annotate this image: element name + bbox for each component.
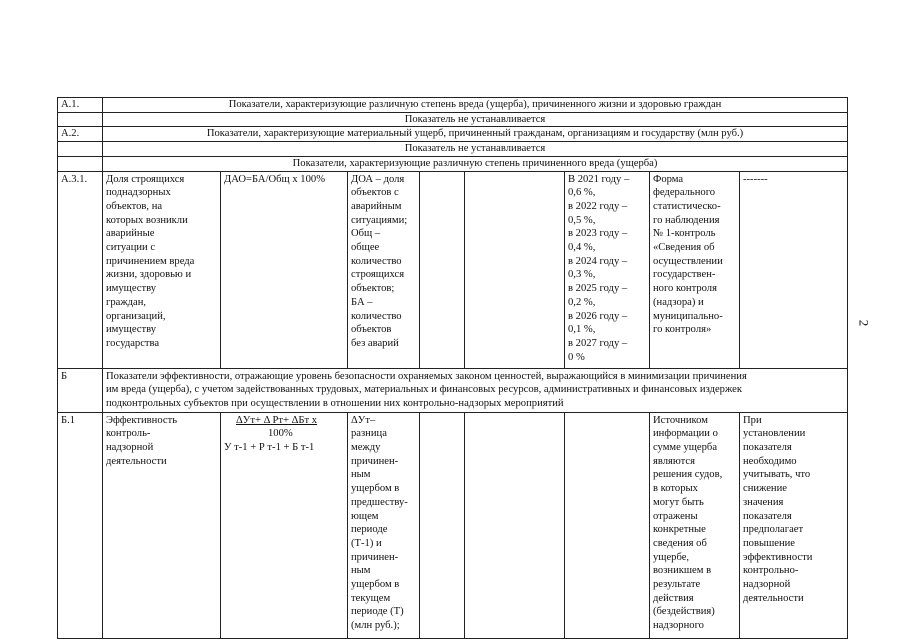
text-line: 0,2 %,	[568, 296, 596, 308]
text-line: имуществу	[106, 283, 157, 295]
text-line: информации о	[653, 428, 718, 440]
data-source	[650, 171, 740, 368]
text-line: поднадзорных	[106, 187, 171, 199]
text-line: аварийным	[351, 200, 402, 212]
row-a1	[58, 98, 848, 113]
text-line: подконтрольных субъектов при осуществлении в отношении них контрольно-надзорых мероприятий	[106, 397, 564, 409]
text-line: ДОА – доля	[351, 173, 405, 185]
text-line: 0,6 %,	[568, 187, 596, 199]
text-line: 0,5 %,	[568, 214, 596, 226]
text-line: причинен-	[351, 551, 399, 563]
data-source	[650, 412, 740, 638]
text-line: объектов	[351, 324, 392, 336]
text-line: в 2025 году –	[568, 283, 628, 295]
text-line: надзорной	[743, 579, 791, 591]
text-line: ным	[351, 469, 371, 481]
text-line: (млн руб.);	[351, 620, 400, 632]
indicator-formula: ДАО=БА/Общ х 100%	[221, 171, 348, 368]
row-code: А.2.	[58, 127, 103, 142]
text-line: в 2024 году –	[568, 255, 628, 267]
text-line: (Т-1) и	[351, 537, 382, 549]
text-line: которых возникли	[106, 214, 188, 226]
text-line: Форма	[653, 173, 684, 185]
text-line: имуществу	[106, 324, 157, 336]
text-line: ΔУт–	[351, 414, 376, 426]
row-code: Б.1	[58, 412, 103, 638]
text-line: государствен-	[653, 269, 716, 281]
text-line: граждан,	[106, 296, 147, 308]
text-line: в 2023 году –	[568, 228, 628, 240]
text-line: организаций,	[106, 310, 166, 322]
text-line: В 2021 году –	[568, 173, 630, 185]
comment	[740, 412, 848, 638]
indicator-formula	[221, 412, 348, 638]
text-line: причинен-	[351, 455, 399, 467]
text-line: статистическо-	[653, 200, 721, 212]
text-line: го контроля»	[653, 324, 712, 336]
row-code: А.3.1.	[58, 171, 103, 368]
text-line: в 2027 году –	[568, 337, 628, 349]
text-line: эффективности	[743, 551, 813, 563]
text-line: 0 %	[568, 351, 585, 363]
indicator-name	[103, 171, 221, 368]
text-line: осуществлении	[653, 255, 723, 267]
text-line: ситуации с	[106, 242, 156, 254]
text-line: ющем	[351, 510, 379, 522]
row-code: Б	[58, 368, 103, 412]
text-line: решения судов,	[653, 469, 723, 481]
target-values	[565, 171, 650, 368]
text-line: При	[743, 414, 762, 426]
text-line: ситуациями;	[351, 214, 408, 226]
formula-numerator: ΔУт+ Δ Рт+ ΔБт х	[236, 414, 318, 426]
comment: -------	[740, 171, 848, 368]
text-line: деятельности	[106, 455, 167, 467]
text-line: действия	[653, 592, 694, 604]
text-line: значения	[743, 496, 784, 508]
text-line: количество	[351, 310, 402, 322]
row-a2	[58, 127, 848, 142]
row-code: А.1.	[58, 98, 103, 113]
text-line: деятельности	[743, 592, 804, 604]
row-a1-note	[58, 112, 848, 127]
text-line: показателя	[743, 510, 792, 522]
text-line: объектов, на	[106, 200, 163, 212]
text-line: аварийные	[106, 228, 155, 240]
text-line: строящихся	[351, 269, 405, 281]
text-line: ным	[351, 565, 371, 577]
text-line: текущем	[351, 592, 391, 604]
text-line: без аварий	[351, 337, 399, 349]
text-line: сумме ущерба	[653, 442, 718, 454]
text-line: разница	[351, 428, 387, 440]
text-line: в 2022 году –	[568, 200, 628, 212]
text-line: ущербом в	[351, 483, 400, 495]
text-line: общее	[351, 242, 380, 254]
text-line: необходимо	[743, 455, 797, 467]
text-line: Показатели эффективности, отражающие уровень безопасности охраняемых законом ценностей, выражающийся в минимизации причинения	[106, 370, 747, 382]
text-line: результате	[653, 579, 701, 591]
text-line: Доля строящихся	[106, 173, 185, 185]
text-line: ного контроля	[653, 283, 717, 295]
row-note: Показатель не устанавливается	[103, 112, 848, 127]
text-line: объектов;	[351, 283, 395, 295]
text-line: конкретные	[653, 524, 706, 536]
row-title: Показатели, характеризующие материальный ущерб, причиненный гражданам, организациям и государству (млн руб.)	[103, 127, 848, 142]
text-line: надзорного	[653, 620, 704, 632]
text-line: им вреда (ущерба), с учетом задействованных трудовых, материальных и финансовых ресурсов, административных и финансовых издержек	[106, 384, 742, 396]
row-title	[103, 368, 848, 412]
row-a2-note	[58, 142, 848, 157]
page-number: 2	[856, 319, 872, 327]
text-line: объектов с	[351, 187, 399, 199]
text-line: сведения об	[653, 537, 707, 549]
row-title: Показатели, характеризующие различную степень вреда (ущерба), причиненного жизни и здоровью граждан	[103, 98, 848, 113]
text-line: Эффективность	[106, 414, 178, 426]
formula-legend	[348, 171, 420, 368]
text-line: являются	[653, 455, 696, 467]
text-line: предшеству-	[351, 496, 408, 508]
row-note: Показатель не устанавливается	[103, 142, 848, 157]
text-line: муниципально-	[653, 310, 723, 322]
text-line: 0,3 %,	[568, 269, 596, 281]
row-title: Показатели, характеризующие различную степень причиненного вреда (ущерба)	[103, 156, 848, 171]
text-line: (бездействия)	[653, 606, 715, 618]
text-line: ущербом в	[351, 579, 400, 591]
row-a3	[58, 156, 848, 171]
text-line: снижение	[743, 483, 787, 495]
row-b1	[58, 412, 848, 638]
text-line: причинением вреда	[106, 255, 195, 267]
text-line: между	[351, 442, 381, 454]
text-line: количество	[351, 255, 402, 267]
text-line: № 1-контроль	[653, 228, 716, 240]
text-line: периоде (Т)	[351, 606, 404, 618]
text-line: го наблюдения	[653, 214, 720, 226]
text-line: предполагает	[743, 524, 804, 536]
formula-denominator: У т-1 + Р т-1 + Б т-1	[224, 442, 315, 454]
text-line: Общ –	[351, 228, 381, 240]
text-line: установлении	[743, 428, 806, 440]
text-line: в 2026 году –	[568, 310, 628, 322]
text-line: учитывать, что	[743, 469, 811, 481]
text-line: контроль-	[106, 428, 151, 440]
text-line: Источником	[653, 414, 708, 426]
text-line: ущербе,	[653, 551, 690, 563]
text-line: повышение	[743, 537, 795, 549]
text-line: федерального	[653, 187, 716, 199]
formula-percent: 100%	[268, 428, 293, 440]
indicators-table	[57, 97, 848, 639]
text-line: отражены	[653, 510, 698, 522]
text-line: «Сведения об	[653, 242, 715, 254]
text-line: государства	[106, 337, 160, 349]
text-line: контрольно-	[743, 565, 799, 577]
formula-legend	[348, 412, 420, 638]
text-line: возникшем в	[653, 565, 712, 577]
text-line: показателя	[743, 442, 792, 454]
text-line: (надзора) и	[653, 296, 704, 308]
text-line: БА –	[351, 296, 373, 308]
text-line: жизни, здоровью и	[106, 269, 192, 281]
text-line: могут быть	[653, 496, 704, 508]
text-line: в которых	[653, 483, 698, 495]
indicator-name	[103, 412, 221, 638]
text-line: надзорной	[106, 442, 154, 454]
row-b	[58, 368, 848, 412]
text-line: 0,4 %,	[568, 242, 596, 254]
row-a31	[58, 171, 848, 368]
text-line: периоде	[351, 524, 388, 536]
text-line: 0,1 %,	[568, 324, 596, 336]
